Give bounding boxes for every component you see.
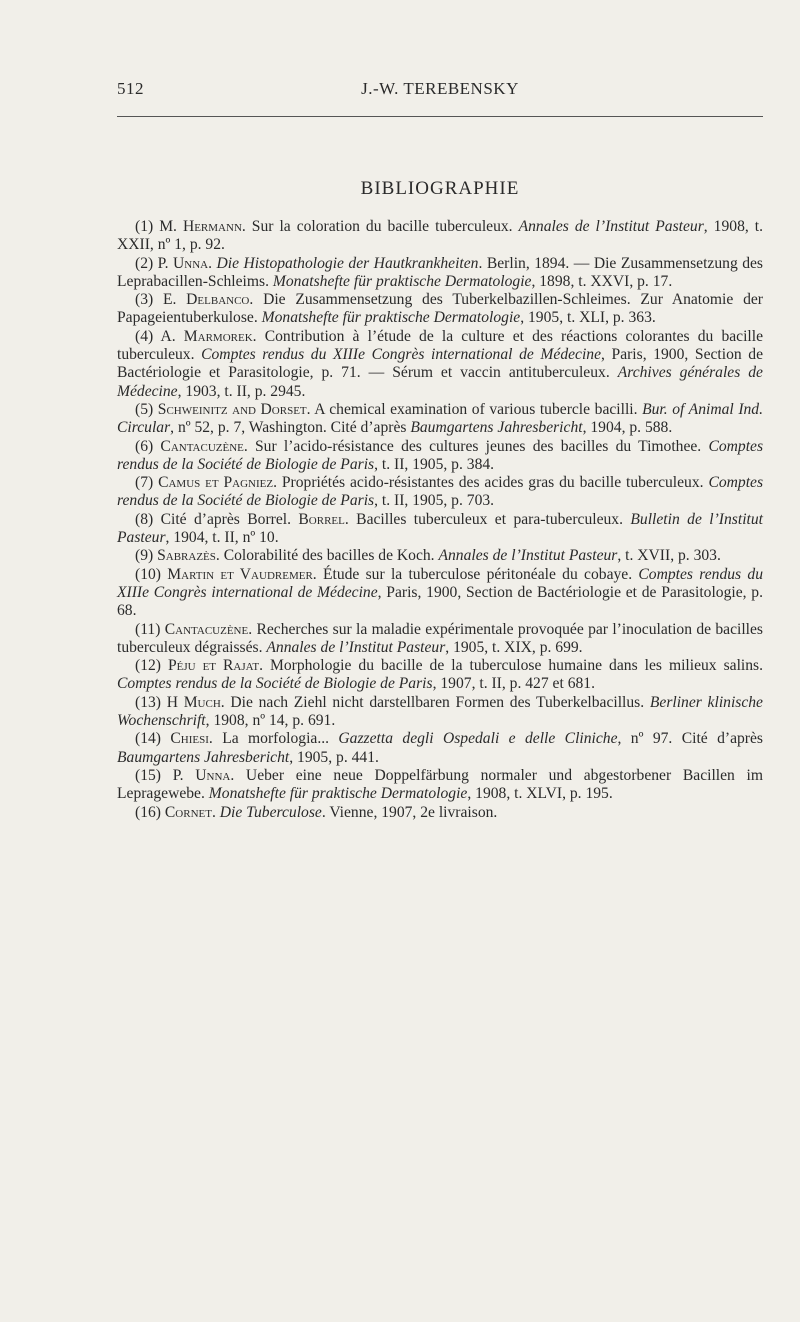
reference-number: (2): [135, 254, 154, 272]
reference-author: Unna: [195, 766, 231, 784]
reference-text: , 1907, t. II, p. 427 et 681.: [432, 675, 595, 693]
reference-author: Sabrazès: [157, 547, 216, 565]
reference-title: Monatshefte für praktische Dermatologie: [261, 309, 521, 327]
reference-text: Cité d’après Borrel.: [160, 510, 299, 528]
reference-text: , 1905, t. XLI, p. 363.: [520, 309, 656, 327]
reference-title: Bulletin de l’Institut Pasteur: [117, 510, 763, 547]
reference-text: , 1908, t. XLVI, p. 195.: [467, 785, 613, 803]
reference-author: Unna: [173, 254, 209, 272]
reference-title: Baumgartens Jahresbericht: [117, 748, 290, 766]
reference-text: , 1904, t. II, nº 10.: [165, 529, 279, 547]
reference-entry: [117, 547, 763, 565]
reference-entry: [117, 804, 763, 822]
reference-author: Chiesi: [170, 730, 209, 748]
reference-entry: [117, 730, 763, 767]
reference-title: Monatshefte für praktische Dermatologie: [272, 272, 532, 290]
reference-entry: [117, 401, 763, 438]
reference-text: . Ueber eine neue Doppelfärbung normaler und abgestorbener Bacillen im Lepragewebe.: [117, 766, 763, 803]
reference-author: Much: [183, 693, 221, 711]
reference-number: (12): [135, 657, 161, 675]
reference-author: Borrel: [298, 510, 345, 528]
reference-entry: [117, 566, 763, 621]
reference-text: , 1908, t. XXII, nº 1, p. 92.: [117, 218, 763, 254]
reference-text: . Colorabilité des bacilles de Koch.: [215, 547, 439, 565]
reference-text: , t. II, 1905, p. 703.: [374, 492, 495, 510]
reference-text: .: [211, 803, 220, 821]
reference-text: , Paris, 1900, Section de Bactériologie et de Parasitologie, p. 68.: [117, 583, 763, 620]
reference-entry: [117, 328, 763, 401]
reference-text: . La morfologia...: [208, 730, 339, 748]
reference-author: Delbanco: [186, 291, 250, 309]
reference-author: Cantacuzène: [160, 437, 244, 455]
reference-text: . Étude sur la tuberculose péritonéale du cobaye.: [312, 565, 639, 583]
reference-author: Péju et Rajat: [167, 657, 260, 675]
reference-entry: [117, 621, 763, 658]
reference-text: , Paris, 1900, Section de Bactériologie et Parasitologie, p. 71. — Sérum et vaccin antituberculeux.: [117, 346, 763, 382]
reference-text: . Contribution à l’étude de la culture et des réactions colorantes du bacille tuberculeux.: [117, 327, 763, 364]
reference-text: M.: [159, 218, 183, 235]
reference-number: (9): [135, 547, 154, 565]
reference-text: P.: [172, 766, 196, 784]
reference-entry: [117, 255, 763, 292]
reference-author: Camus et Pagniez: [158, 474, 274, 492]
running-title: J.-W. TEREBENSKY: [361, 79, 519, 98]
header-rule: [117, 116, 763, 117]
reference-number: (13): [135, 693, 161, 711]
reference-text: . Berlin, 1894. — Die Zusammensetzung des Leprabacillen-Schleims.: [117, 254, 763, 290]
reference-text: . Bacilles tuberculeux et para-tuberculeux.: [344, 510, 631, 528]
reference-entry: [117, 694, 763, 731]
reference-text: . Morphologie du bacille de la tuberculose humaine dans les milieux salins.: [259, 657, 763, 675]
reference-entry: [117, 474, 763, 511]
reference-number: (16): [135, 803, 161, 821]
reference-text: , 1898, t. XXVI, p. 17.: [531, 272, 673, 290]
reference-author: Schweinitz and Dorset: [157, 400, 307, 418]
reference-text: . A chemical examination of various tubercle bacilli.: [306, 400, 643, 418]
reference-title: Annales de l’Institut Pasteur: [518, 218, 704, 235]
reference-number: (15): [135, 766, 161, 784]
reference-entry: [117, 438, 763, 475]
reference-text: . Sur la coloration du bacille tuberculeux.: [241, 218, 519, 235]
reference-entry: [117, 511, 763, 548]
reference-title: Gazzetta degli Ospedali e delle Cliniche: [338, 730, 618, 748]
reference-title: Bur. of Animal Ind. Circular: [117, 400, 763, 437]
reference-text: , 1905, p. 441.: [289, 748, 379, 766]
reference-author: Cornet: [164, 803, 212, 821]
reference-title: Comptes rendus de la Société de Biologie de Paris: [117, 474, 764, 510]
reference-text: H: [166, 693, 184, 711]
reference-author: Marmorek: [183, 327, 253, 345]
reference-number: (14): [135, 730, 161, 748]
reference-text: . Sur l’acido-résistance des cultures jeunes des bacilles du Timothee.: [243, 437, 709, 455]
reference-title: Comptes rendus de la Société de Biologie de Paris: [117, 437, 764, 473]
page-number: 512: [117, 79, 144, 98]
reference-text: A.: [160, 327, 184, 345]
reference-title: Comptes rendus du XIIIe Congrès international de Médecine: [117, 565, 763, 601]
reference-title: Die Tuberculose: [219, 803, 322, 821]
reference-text: , 1904, p. 588.: [582, 419, 673, 437]
reference-list: [117, 218, 763, 822]
reference-entry: [117, 657, 763, 694]
reference-number: (4): [135, 327, 154, 345]
reference-title: Annales de l’Institut Pasteur: [266, 638, 446, 656]
reference-title: Annales de l’Institut Pasteur: [438, 547, 618, 565]
reference-text: , nº 97. Cité d’après: [617, 730, 763, 748]
reference-text: . Propriétés acido-résistantes des acides gras du bacille tuberculeux.: [273, 474, 709, 492]
reference-number: (11): [135, 620, 161, 638]
reference-title: Monatshefte für praktische Dermatologie: [208, 785, 468, 803]
reference-text: P.: [157, 254, 173, 272]
reference-title: Baumgartens Jahresbericht: [410, 419, 583, 437]
reference-number: (8): [135, 510, 154, 528]
reference-text: , 1903, t. II, p. 2945.: [177, 382, 306, 400]
reference-author: Cantacuzène: [164, 620, 249, 638]
reference-number: (1): [135, 218, 154, 235]
reference-title: Comptes rendus de la Société de Biologie de Paris: [117, 675, 433, 693]
reference-text: . Die nach Ziehl nicht darstellbaren Formen des Tuberkelbacillus.: [220, 693, 650, 711]
reference-entry: [117, 767, 763, 804]
reference-title: Berliner klinische Wochenschrift: [117, 693, 763, 730]
reference-text: , t. II, 1905, p. 384.: [374, 455, 495, 473]
reference-title: Comptes rendus du XIIIe Congrès international de Médecine: [201, 346, 602, 364]
reference-entry: [117, 291, 763, 328]
reference-text: , 1908, nº 14, p. 691.: [205, 712, 336, 730]
reference-number: (3): [135, 291, 154, 309]
reference-entry: [117, 218, 763, 255]
running-head: [117, 79, 763, 101]
reference-title: Die Histopathologie der Hautkrankheiten: [216, 254, 479, 272]
reference-text: . Recherches sur la maladie expérimentale provoquée par l’inoculation de bacilles tuberculeux dégraissés.: [117, 620, 764, 656]
reference-text: . Vienne, 1907, 2e livraison.: [321, 803, 498, 821]
reference-title: Archives générales de Médecine: [117, 364, 763, 400]
reference-number: (7): [135, 474, 154, 492]
reference-number: (5): [135, 400, 154, 418]
reference-text: , 1905, t. XIX, p. 699.: [445, 638, 583, 656]
section-title: BIBLIOGRAPHIE: [360, 178, 520, 199]
reference-text: .: [208, 254, 217, 272]
reference-number: (10): [135, 565, 161, 583]
reference-text: , t. XVII, p. 303.: [617, 547, 721, 565]
reference-number: (6): [135, 437, 154, 455]
reference-text: , nº 52, p. 7, Washington. Cité d’après: [170, 419, 411, 437]
reference-text: E.: [162, 291, 187, 309]
reference-author: Hermann: [182, 218, 242, 235]
reference-author: Martin et Vaudremer: [167, 565, 313, 583]
reference-text: . Die Zusammensetzung des Tuberkelbazillen-Schleimes. Zur Anatomie der Papageientuberkulose.: [117, 291, 763, 327]
